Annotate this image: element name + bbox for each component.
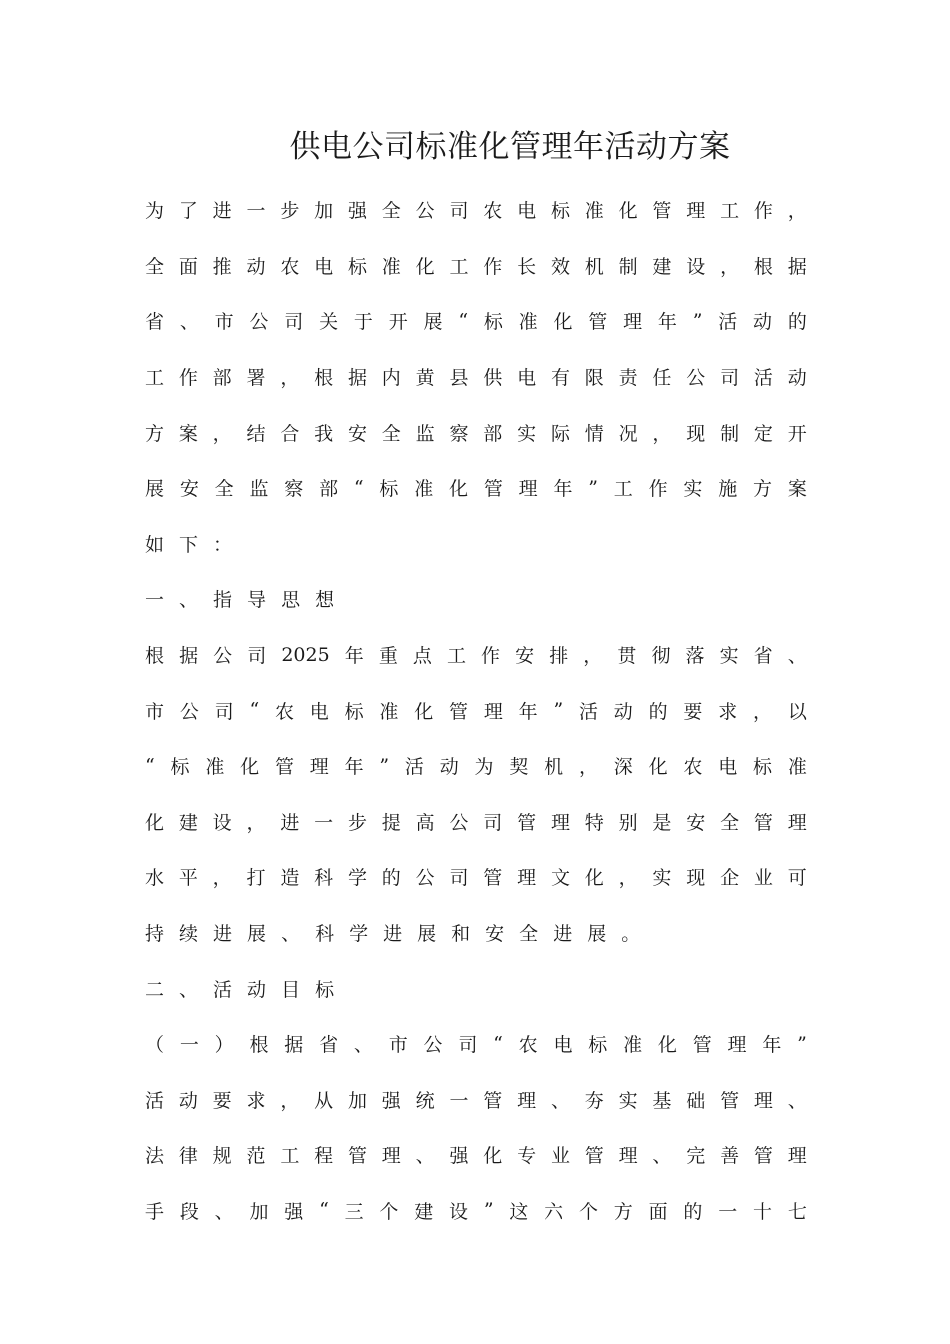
text-line: 展 安 全 监 察 部 “ 标 准 化 管 理 年 ” 工 作 实 施 方 案 — [145, 476, 807, 501]
text-line: 为 了 进 一 步 加 强 全 公 司 农 电 标 准 化 管 理 工 作 ， — [145, 200, 807, 223]
text-line: 一 、 指 导 思 想 — [145, 589, 335, 612]
text-line: 市 公 司 “ 农 电 标 准 化 管 理 年 ” 活 动 的 要 求 ， 以 — [145, 699, 807, 723]
text-line: “ 标 准 化 管 理 年 ” 活 动 为 契 机 ， 深 化 农 电 标 准 — [145, 754, 807, 779]
text-line: 省 、 市 公 司 关 于 开 展 “ 标 准 化 管 理 年 ” 活 动 的 — [145, 309, 807, 334]
text-line: 如 下 ： — [145, 533, 233, 556]
text-line: 全 面 推 动 农 电 标 准 化 工 作 长 效 机 制 建 设 ， 根 据 — [145, 255, 807, 278]
text-line: 手 段 、 加 强 “ 三 个 建 设 ” 这 六 个 方 面 的 一 十 七 — [145, 1199, 807, 1223]
document-body — [145, 182, 807, 1238]
text-line: 持 续 进 展 、 科 学 进 展 和 安 全 进 展 。 — [145, 923, 641, 946]
text-line: 活 动 要 求 ， 从 加 强 统 一 管 理 、 夯 实 基 础 管 理 、 — [145, 1089, 807, 1112]
text-line: （ 一 ） 根 据 省 、 市 公 司 “ 农 电 标 准 化 管 理 年 ” — [145, 1032, 807, 1057]
text-line: 水 平 ， 打 造 科 学 的 公 司 管 理 文 化 ， 实 现 企 业 可 — [145, 867, 807, 890]
document-title: 供电公司标准化管理年活动方案 — [289, 129, 731, 165]
text-line: 方 案 ， 结 合 我 安 全 监 察 部 实 际 情 况 ， 现 制 定 开 — [145, 422, 807, 445]
text-line: 工 作 部 署 ， 根 据 内 黄 县 供 电 有 限 责 任 公 司 活 动 — [145, 367, 807, 390]
text-line: 化 建 设 ， 进 一 步 提 高 公 司 管 理 特 别 是 安 全 管 理 — [145, 811, 807, 834]
text-line: 二 、 活 动 目 标 — [145, 978, 335, 1001]
text-line: 法 律 规 范 工 程 管 理 、 强 化 专 业 管 理 、 完 善 管 理 — [145, 1145, 807, 1168]
text-line: 根 据 公 司 2025 年 重 点 工 作 安 排 ， 贯 彻 落 实 省 、 — [145, 643, 807, 668]
